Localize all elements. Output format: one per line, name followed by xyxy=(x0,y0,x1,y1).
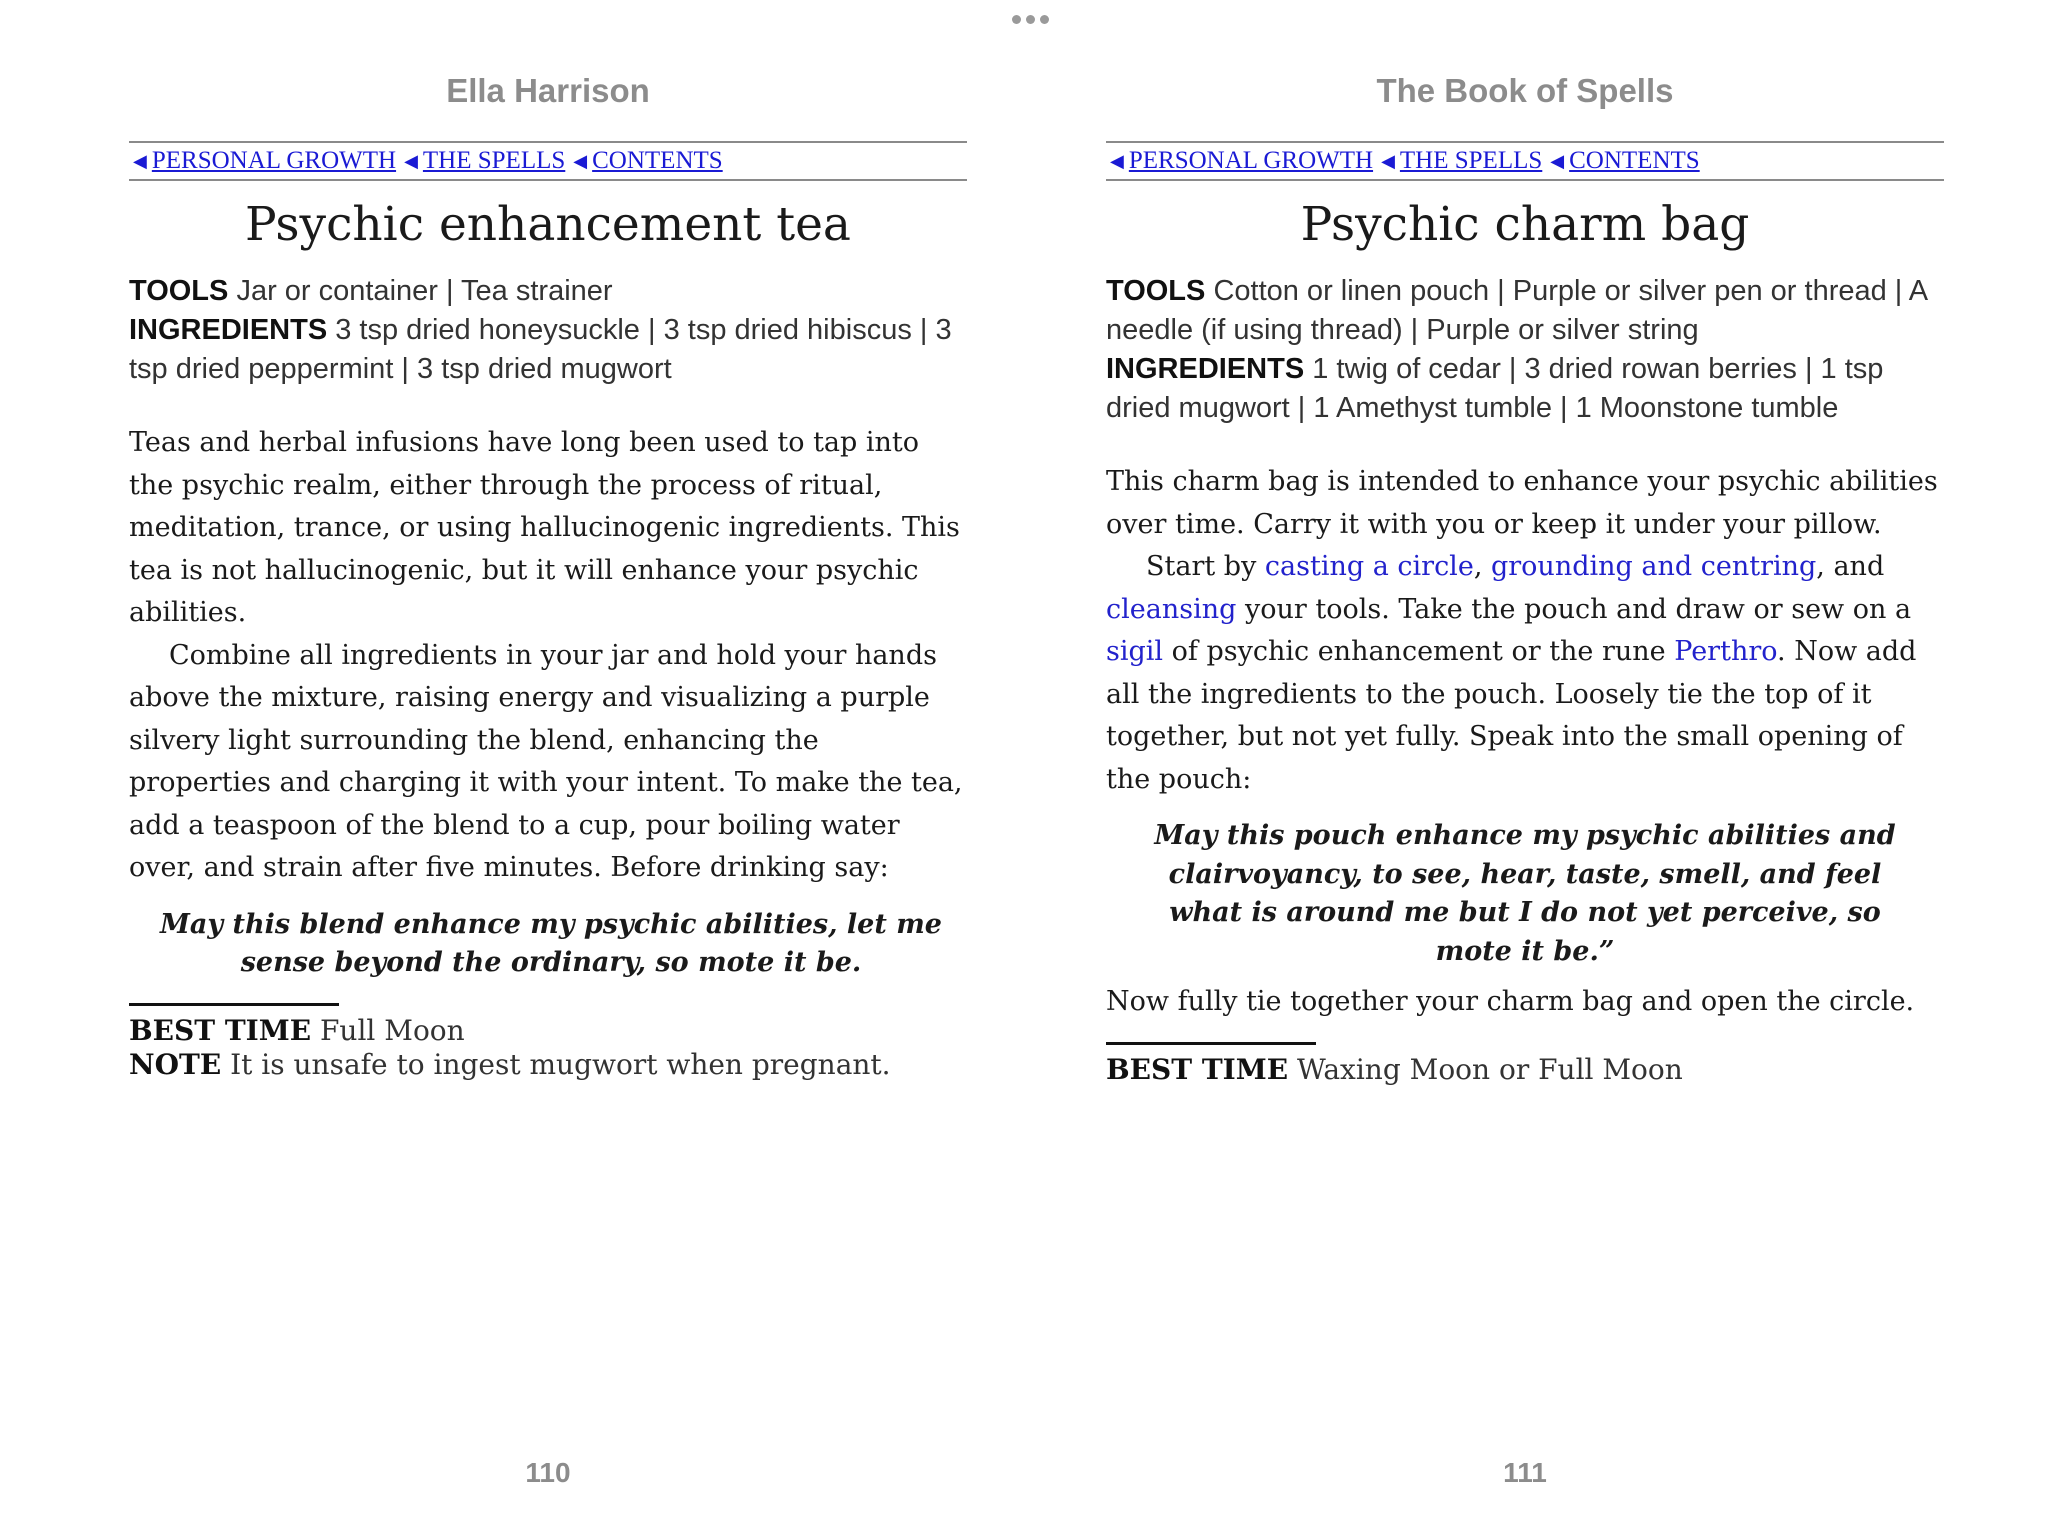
body-text xyxy=(129,422,967,890)
best-time: BEST TIME Full Moon xyxy=(129,1013,465,1047)
paragraph: Teas and herbal infusions have long been used to tap into the psychic realm, either through the process of ritual, meditation, trance, or using hallucinogenic ingredients. This tea is not hallucinogenic, but it will enhance your psychic abilities. xyxy=(129,427,960,628)
ingredients-line: INGREDIENTS 1 twig of cedar | 3 dried rowan berries | 1 tsp dried mugwort | 1 Amethyst tumble | 1 Moonstone tumble xyxy=(1106,353,1884,424)
paragraph: Now fully tie together your charm bag and open the circle. xyxy=(1106,986,1915,1017)
paragraph: Combine all ingredients in your jar and hold your hands above the mixture, raising energy and visualizing a purple silvery light surrounding the blend, enhancing the properties and charging it with your intent. To make the tea, add a teaspoon of the blend to a cup, pour boiling water over, and strain after five minutes. Before drinking say: xyxy=(129,639,963,883)
nav-link-personal-growth[interactable]: PERSONAL GROWTH xyxy=(151,147,397,174)
running-head-book-title: The Book of Spells xyxy=(1376,72,1674,109)
more-dots-icon[interactable] xyxy=(1012,15,1049,24)
page-content xyxy=(129,190,967,1082)
tools-ingredients xyxy=(1106,272,1944,428)
paragraph: This charm bag is intended to enhance your psychic abilities over time. Carry it with you or keep it under your pillow. xyxy=(1106,466,1938,540)
page-number: 110 xyxy=(525,1457,571,1488)
nav-link-the-spells[interactable]: THE SPELLS xyxy=(1399,147,1543,174)
left-page xyxy=(129,0,967,1536)
note: NOTE It is unsafe to ingest mugwort when pregnant. xyxy=(129,1047,891,1081)
nav-link-personal-growth[interactable]: PERSONAL GROWTH xyxy=(1128,147,1374,174)
nav-link-the-spells[interactable]: THE SPELLS xyxy=(422,147,566,174)
page-content xyxy=(1106,190,1944,1087)
divider xyxy=(1106,1042,1316,1045)
ingredients-line: INGREDIENTS 3 tsp dried honeysuckle | 3 tsp dried hibiscus | 3 tsp dried peppermint | 3 tsp dried mugwort xyxy=(129,314,952,385)
page-title: Psychic enhancement tea xyxy=(245,197,851,252)
paragraph: Start by casting a circle, grounding and centring, and cleansing your tools. Take the pouch and draw or sew on a sigil of psychic enhancement or the rune Perthro. Now add all the ingredients to the pouch. Loosely tie the top of it together, but not yet fully. Speak into the small opening of the pouch: xyxy=(1106,551,1917,795)
page-number: 111 xyxy=(1503,1457,1547,1488)
breadcrumb xyxy=(129,141,967,181)
back-arrow-icon: ◀ xyxy=(1550,150,1565,171)
best-time: BEST TIME Waxing Moon or Full Moon xyxy=(1106,1053,1683,1086)
back-arrow-icon: ◀ xyxy=(573,150,588,171)
incantation: May this blend enhance my psychic abilities, let me sense beyond the ordinary, so mote it be. xyxy=(160,908,942,978)
right-page xyxy=(1106,0,1944,1536)
nav-link-contents[interactable]: CONTENTS xyxy=(592,147,723,174)
tools-line: TOOLS Jar or container | Tea strainer xyxy=(129,275,613,307)
tools-ingredients xyxy=(129,272,967,389)
back-arrow-icon: ◀ xyxy=(1381,150,1395,171)
back-arrow-icon: ◀ xyxy=(133,150,147,171)
incantation: May this pouch enhance my psychic abilities and clairvoyancy, to see, hear, taste, smell, and feel what is around me but I do not yet perceive, so mote it be.” xyxy=(1154,820,1896,967)
page-title: Psychic charm bag xyxy=(1300,197,1750,252)
link-cleansing[interactable]: cleansing xyxy=(1106,593,1237,625)
tools-line: TOOLS Cotton or linen pouch | Purple or silver pen or thread | A needle (if using thread) | Purple or silver string xyxy=(1106,275,1927,346)
link-grounding-and-centring[interactable]: grounding and centring xyxy=(1490,551,1817,582)
back-arrow-icon: ◀ xyxy=(404,150,418,171)
link-perthro[interactable]: Perthro xyxy=(1674,636,1778,667)
link-sigil[interactable]: sigil xyxy=(1106,636,1164,667)
nav-link-contents[interactable]: CONTENTS xyxy=(1569,147,1700,174)
divider xyxy=(129,1003,339,1006)
body-text xyxy=(1106,461,1944,801)
breadcrumb xyxy=(1106,141,1944,181)
link-casting-a-circle[interactable]: casting a circle xyxy=(1264,551,1474,582)
back-arrow-icon: ◀ xyxy=(1110,150,1124,171)
running-head-author: Ella Harrison xyxy=(446,72,650,109)
